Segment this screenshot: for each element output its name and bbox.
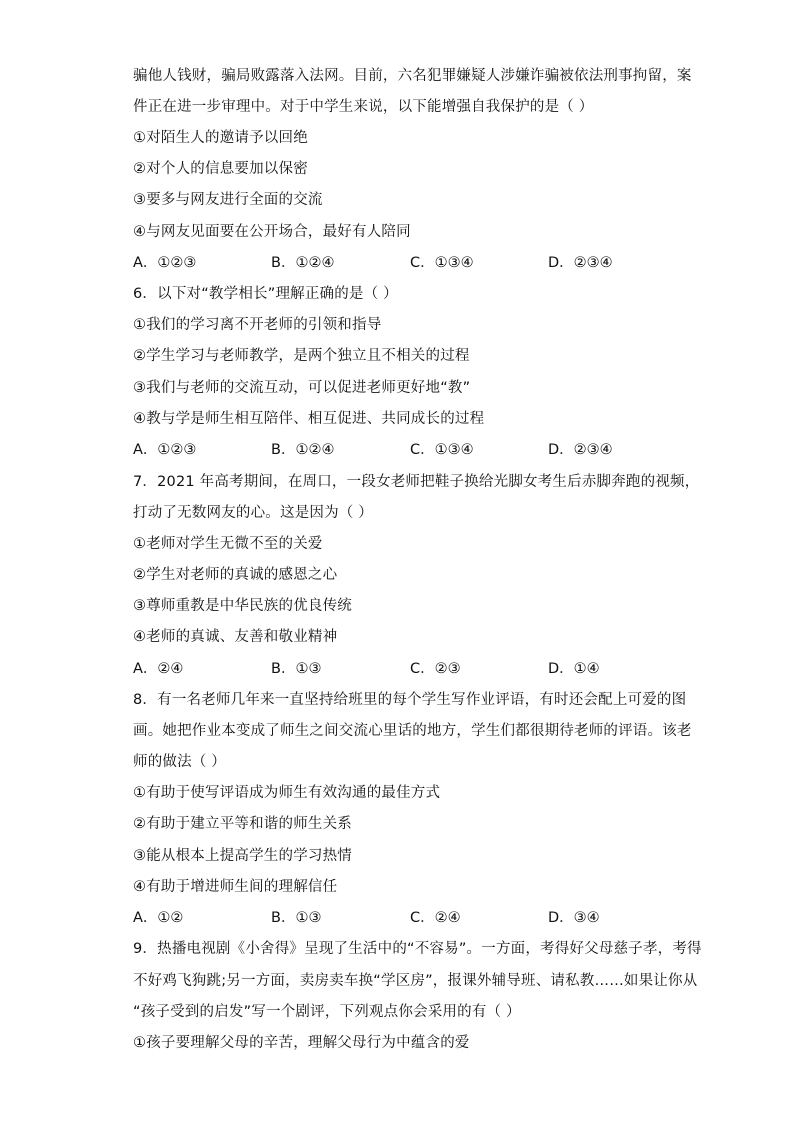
q8-options <box>133 908 693 928</box>
q5-options <box>133 253 693 273</box>
q5-stem-line-1: 骗他人钱财，骗局败露落入法网。目前，六名犯罪嫌疑人涉嫌诈骗被依法刑事拘留，案 <box>133 68 692 84</box>
q5-option-c[interactable]: C．①③④ <box>410 255 474 271</box>
q8-option-c[interactable]: C．②④ <box>410 910 461 926</box>
q5-statement-4: ④与网友见面要在公开场合，最好有人陪同 <box>133 224 411 240</box>
q8-stem-line-3: 师的做法（ ） <box>133 754 227 770</box>
q9-stem-line-3: “孩子受到的启发”写一个剧评，下列观点你会采用的有（ ） <box>133 1004 521 1020</box>
q9-stem-line-2: 不好鸡飞狗跳;另一方面，卖房卖车换“学区房”，报课外辅导班、请私教……如果让你从 <box>133 973 698 989</box>
q6-option-a[interactable]: A．①②③ <box>133 442 197 458</box>
q5-statement-2: ②对个人的信息要加以保密 <box>133 161 308 177</box>
q5-statement-1: ①对陌生人的邀请予以回绝 <box>133 130 308 146</box>
q7-statement-4: ④老师的真诚、友善和敬业精神 <box>133 629 338 645</box>
q7-statement-3: ③尊师重教是中华民族的优良传统 <box>133 598 352 614</box>
q7-option-b[interactable]: B．①③ <box>271 661 322 677</box>
q9-stem-line-1: 9．热播电视剧《小舍得》呈现了生活中的“不容易”。一方面，考得好父母慈子孝，考得 <box>133 941 702 957</box>
q8-stem-line-2: 画。她把作业本变成了师生之间交流心里话的地方，学生们都很期待老师的评语。该老 <box>133 723 692 739</box>
q6-option-d[interactable]: D．②③④ <box>548 442 613 458</box>
q5-option-a[interactable]: A．①②③ <box>133 255 197 271</box>
q5-stem-line-2: 件正在进一步审理中。对于中学生来说，以下能增强自我保护的是（ ） <box>133 99 594 115</box>
q8-option-a[interactable]: A．①② <box>133 910 184 926</box>
q5-statement-3: ③要多与网友进行全面的交流 <box>133 192 323 208</box>
q9-statement-1: ①孩子要理解父母的辛苦，理解父母行为中蕴含的爱 <box>133 1035 470 1051</box>
q6-options <box>133 440 693 460</box>
q8-statement-3: ③能从根本上提高学生的学习热情 <box>133 848 352 864</box>
q6-statement-4: ④教与学是师生相互陪伴、相互促进、共同成长的过程 <box>133 411 485 427</box>
q8-stem-line-1: 8．有一名老师几年来一直坚持给班里的每个学生写作业评语，有时还会配上可爱的图 <box>133 692 687 708</box>
q6-stem-line-1: 6．以下对“教学相长”理解正确的是（ ） <box>133 286 398 302</box>
q6-statement-3: ③我们与老师的交流互动，可以促进老师更好地“教” <box>133 380 471 396</box>
q5-option-b[interactable]: B．①②④ <box>271 255 335 271</box>
q7-stem-line-2: 打动了无数网友的心。这是因为（ ） <box>133 505 374 521</box>
q8-statement-4: ④有助于增进师生间的理解信任 <box>133 879 338 895</box>
q8-option-d[interactable]: D．③④ <box>548 910 600 926</box>
q7-statement-2: ②学生对老师的真诚的感恩之心 <box>133 567 338 583</box>
q6-option-c[interactable]: C．①③④ <box>410 442 474 458</box>
q7-options <box>133 659 693 679</box>
q6-statement-2: ②学生学习与老师教学，是两个独立且不相关的过程 <box>133 348 470 364</box>
q8-statement-2: ②有助于建立平等和谐的师生关系 <box>133 816 352 832</box>
q8-statement-1: ①有助于使写评语成为师生有效沟通的最佳方式 <box>133 785 441 801</box>
q7-statement-1: ①老师对学生无微不至的关爱 <box>133 536 323 552</box>
q7-option-d[interactable]: D．①④ <box>548 661 600 677</box>
q5-option-d[interactable]: D．②③④ <box>548 255 613 271</box>
q7-option-c[interactable]: C．②③ <box>410 661 461 677</box>
q6-option-b[interactable]: B．①②④ <box>271 442 335 458</box>
q8-option-b[interactable]: B．①③ <box>271 910 322 926</box>
q6-statement-1: ①我们的学习离不开老师的引领和指导 <box>133 317 382 333</box>
q7-stem-line-1: 7．2021 年高考期间，在周口，一段女老师把鞋子换给光脚女考生后赤脚奔跑的视频， <box>133 474 700 490</box>
q7-option-a[interactable]: A．②④ <box>133 661 184 677</box>
